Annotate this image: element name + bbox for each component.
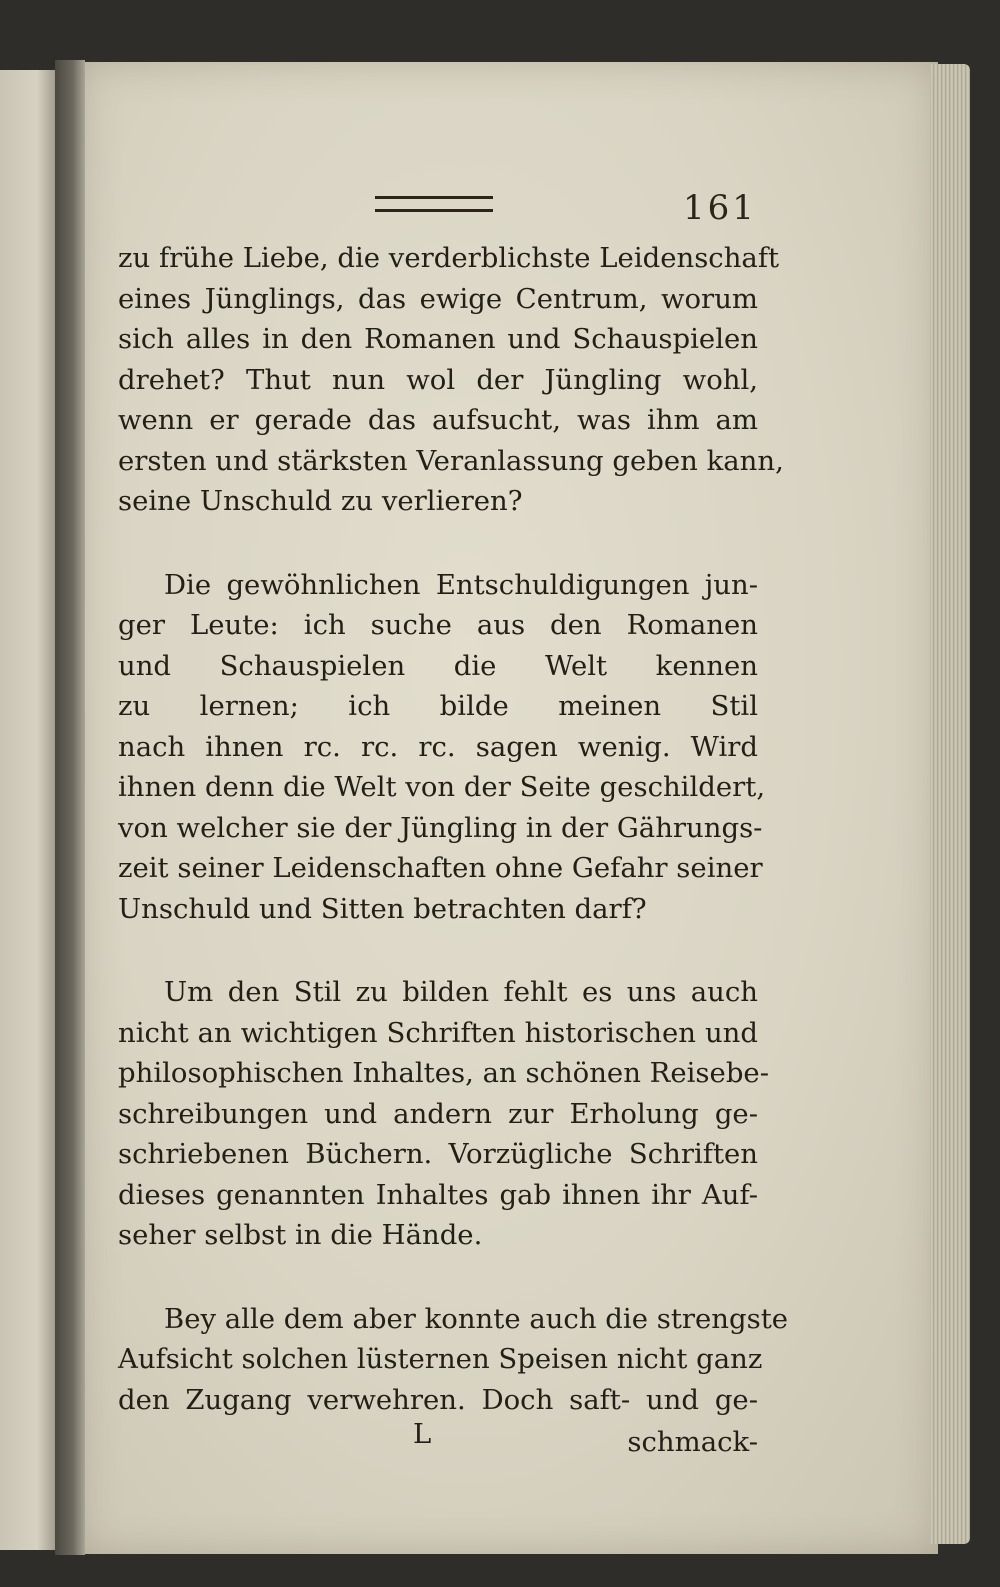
text-line: nicht an wichtigen Schriften historischen und <box>118 1016 758 1049</box>
paragraph-2 <box>118 565 766 930</box>
text-line: nach ihnen rc. rc. rc. sagen wenig. Wird <box>118 730 758 763</box>
header-rule <box>375 196 493 212</box>
text-line: sich alles in den Romanen und Schauspielen <box>118 323 758 355</box>
catchword: schmack- <box>627 1426 758 1458</box>
text-line: ersten und stärksten Veranlassung geben kann, <box>118 444 784 477</box>
text-line: seine Unschuld zu verlieren? <box>118 485 523 517</box>
page-fore-edge <box>930 64 970 1544</box>
page-text <box>118 238 789 1420</box>
paragraph-4 <box>118 1299 789 1421</box>
text-line: philosophischen Inhaltes, an schönen Reisebe- <box>118 1057 769 1089</box>
text-line: eines Jünglings, das ewige Centrum, worum <box>118 282 758 315</box>
text-line: Unschuld und Sitten betrachten darf? <box>118 892 647 925</box>
text-line: seher selbst in die Hände. <box>118 1219 483 1251</box>
text-line: Die gewöhnlichen Entschuldigungen jun- <box>164 568 758 601</box>
text-line: zeit seiner Leidenschaften ohne Gefahr seiner <box>118 852 763 884</box>
text-line: zu frühe Liebe, die verderblichste Leidenschaft <box>118 242 780 274</box>
text-line: zu lernen; ich bilde meinen Stil <box>118 690 758 722</box>
signature-mark: L <box>413 1418 432 1450</box>
paragraph-1 <box>118 238 784 522</box>
page-number: 161 <box>683 188 757 228</box>
text-line: ihnen denn die Welt von der Seite geschildert, <box>118 771 766 803</box>
text-line: schreibungen und andern zur Erholung ge- <box>118 1097 758 1130</box>
text-line: und Schauspielen die Welt kennen <box>118 649 758 682</box>
page-footer <box>118 1418 758 1458</box>
left-page-edge <box>0 70 62 1550</box>
text-line: Bey alle dem aber konnte auch die strengste <box>164 1302 789 1335</box>
text-line: drehet? Thut nun wol der Jüngling wohl, <box>118 363 758 396</box>
book-gutter <box>55 60 85 1555</box>
text-line: Um den Stil zu bilden fehlt es uns auch <box>164 976 758 1008</box>
text-line: dieses genannten Inhaltes gab ihnen ihr Auf- <box>118 1178 758 1211</box>
text-line: Aufsicht solchen lüsternen Speisen nicht ganz <box>118 1343 763 1375</box>
text-line: den Zugang verwehren. Doch saft- und ge- <box>118 1383 758 1416</box>
text-line: von welcher sie der Jüngling in der Gährungs- <box>118 811 763 844</box>
text-line: schriebenen Büchern. Vorzügliche Schriften <box>118 1138 758 1170</box>
text-line: ger Leute: ich suche aus den Romanen <box>118 609 758 641</box>
text-line: wenn er gerade das aufsucht, was ihm am <box>118 404 758 436</box>
paragraph-3 <box>118 972 769 1256</box>
